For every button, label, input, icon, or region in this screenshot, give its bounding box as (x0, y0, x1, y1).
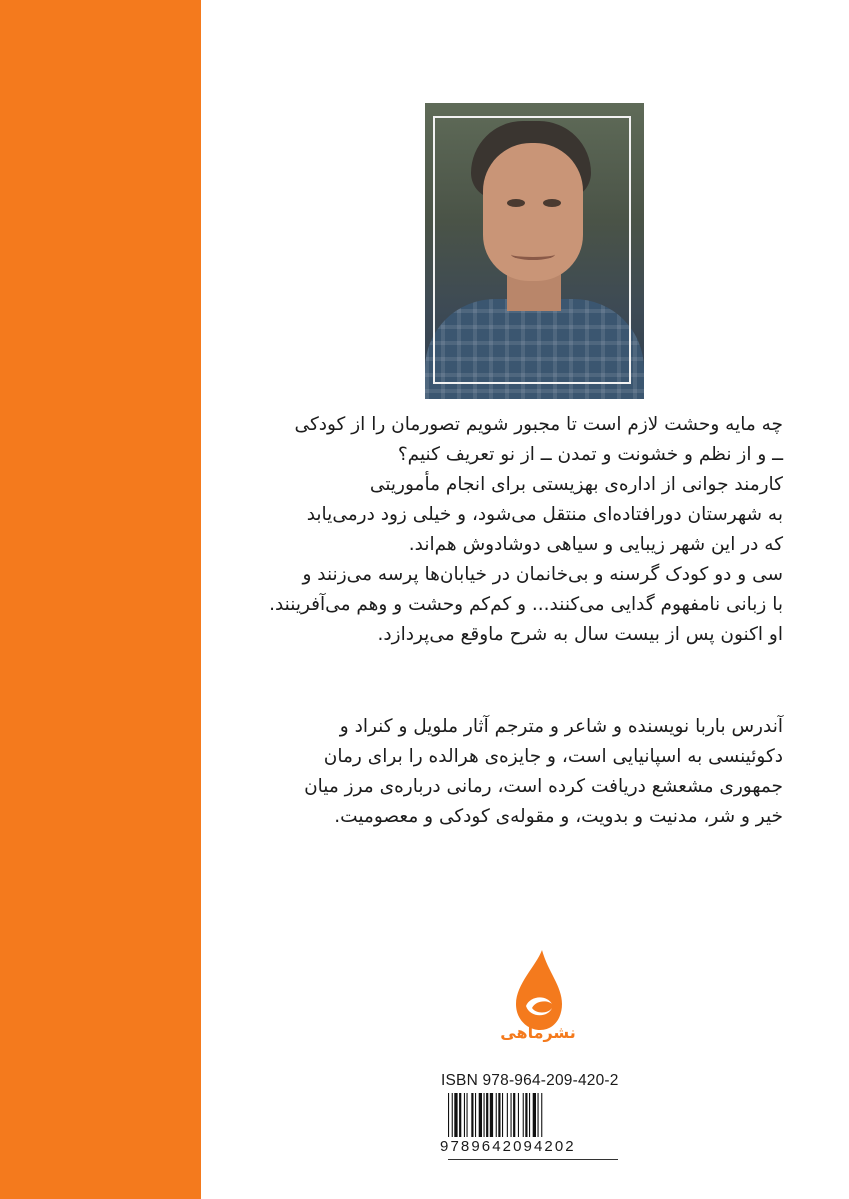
barcode-bar (448, 1093, 449, 1137)
barcode (448, 1093, 618, 1137)
barcode-bar (529, 1093, 530, 1137)
barcode-bar (490, 1093, 493, 1137)
barcode-bar (498, 1093, 500, 1137)
blurb-line: او اکنون پس از بیست سال به شرح ماوقع می‌پردازد. (377, 624, 783, 645)
barcode-bar (459, 1093, 461, 1137)
barcode-bar (479, 1093, 482, 1137)
barcode-bar (452, 1093, 453, 1137)
blurb-line: ــ و از نظم و خشونت و تمدن ــ از نو تعریف کنیم؟ (397, 444, 783, 465)
barcode-bar (484, 1093, 485, 1137)
bio-line: آندرس باربا نویسنده و شاعر و مترجم آثار ملویل و کنراد و (339, 716, 783, 737)
barcode-bar (454, 1093, 457, 1137)
barcode-bar (511, 1093, 512, 1137)
publisher-name: نشرماهی (500, 1023, 576, 1042)
isbn-label: ISBN 978-964-209-420-2 (441, 1072, 619, 1089)
bio-line: دکوئینسی به اسپانیایی است، و جایزه‌ی هرالده را برای رمان (323, 746, 783, 767)
orange-spine-band (0, 0, 201, 1199)
blurb-line: به شهرستان دورافتاده‌ای منتقل می‌شود، و خیلی زود درمی‌یابد (306, 504, 783, 525)
barcode-bar (475, 1093, 476, 1137)
blurb-line: سی و دو کودک گرسنه و بی‌خانمان در خیابان‌ها پرسه می‌زنند و (302, 564, 783, 585)
barcode-bar (471, 1093, 473, 1137)
barcode-bar (523, 1093, 524, 1137)
barcode-bar (541, 1093, 542, 1137)
blurb-line: چه مایه وحشت لازم است تا مجبور شویم تصورمان را از کودکی (294, 414, 783, 435)
author-bio-paragraph (223, 712, 783, 832)
barcode-bar (502, 1093, 503, 1137)
blurb-paragraph-1 (223, 410, 783, 650)
barcode-bar (533, 1093, 536, 1137)
barcode-bar (507, 1093, 508, 1137)
author-photo (425, 103, 644, 399)
barcode-bar (467, 1093, 468, 1137)
barcode-digits: 9789642094202 (440, 1138, 576, 1155)
barcode-bar (538, 1093, 539, 1137)
barcode-bar (518, 1093, 519, 1137)
barcode-bar (513, 1093, 515, 1137)
barcode-bar (486, 1093, 488, 1137)
barcode-bar (525, 1093, 527, 1137)
barcode-bar (496, 1093, 497, 1137)
blurb-line: با زبانی نامفهوم گدایی می‌کنند... و کم‌کم وحشت و وهم می‌آفرینند. (269, 594, 783, 615)
photo-frame (433, 116, 631, 384)
blurb-line: که در این شهر زیبایی و سیاهی دوشادوش هم‌اند. (408, 534, 783, 555)
bio-line: جمهوری مشعشع دریافت کرده است، رمانی درباره‌ی مرز میان (304, 776, 783, 797)
bio-line: خیر و شر، مدنیت و بدویت، و مقوله‌ی کودکی و معصومیت. (334, 806, 783, 827)
barcode-underline (448, 1159, 618, 1160)
barcode-bar (464, 1093, 465, 1137)
blurb-line: کارمند جوانی از اداره‌ی بهزیستی برای انجام مأموریتی (369, 474, 783, 495)
